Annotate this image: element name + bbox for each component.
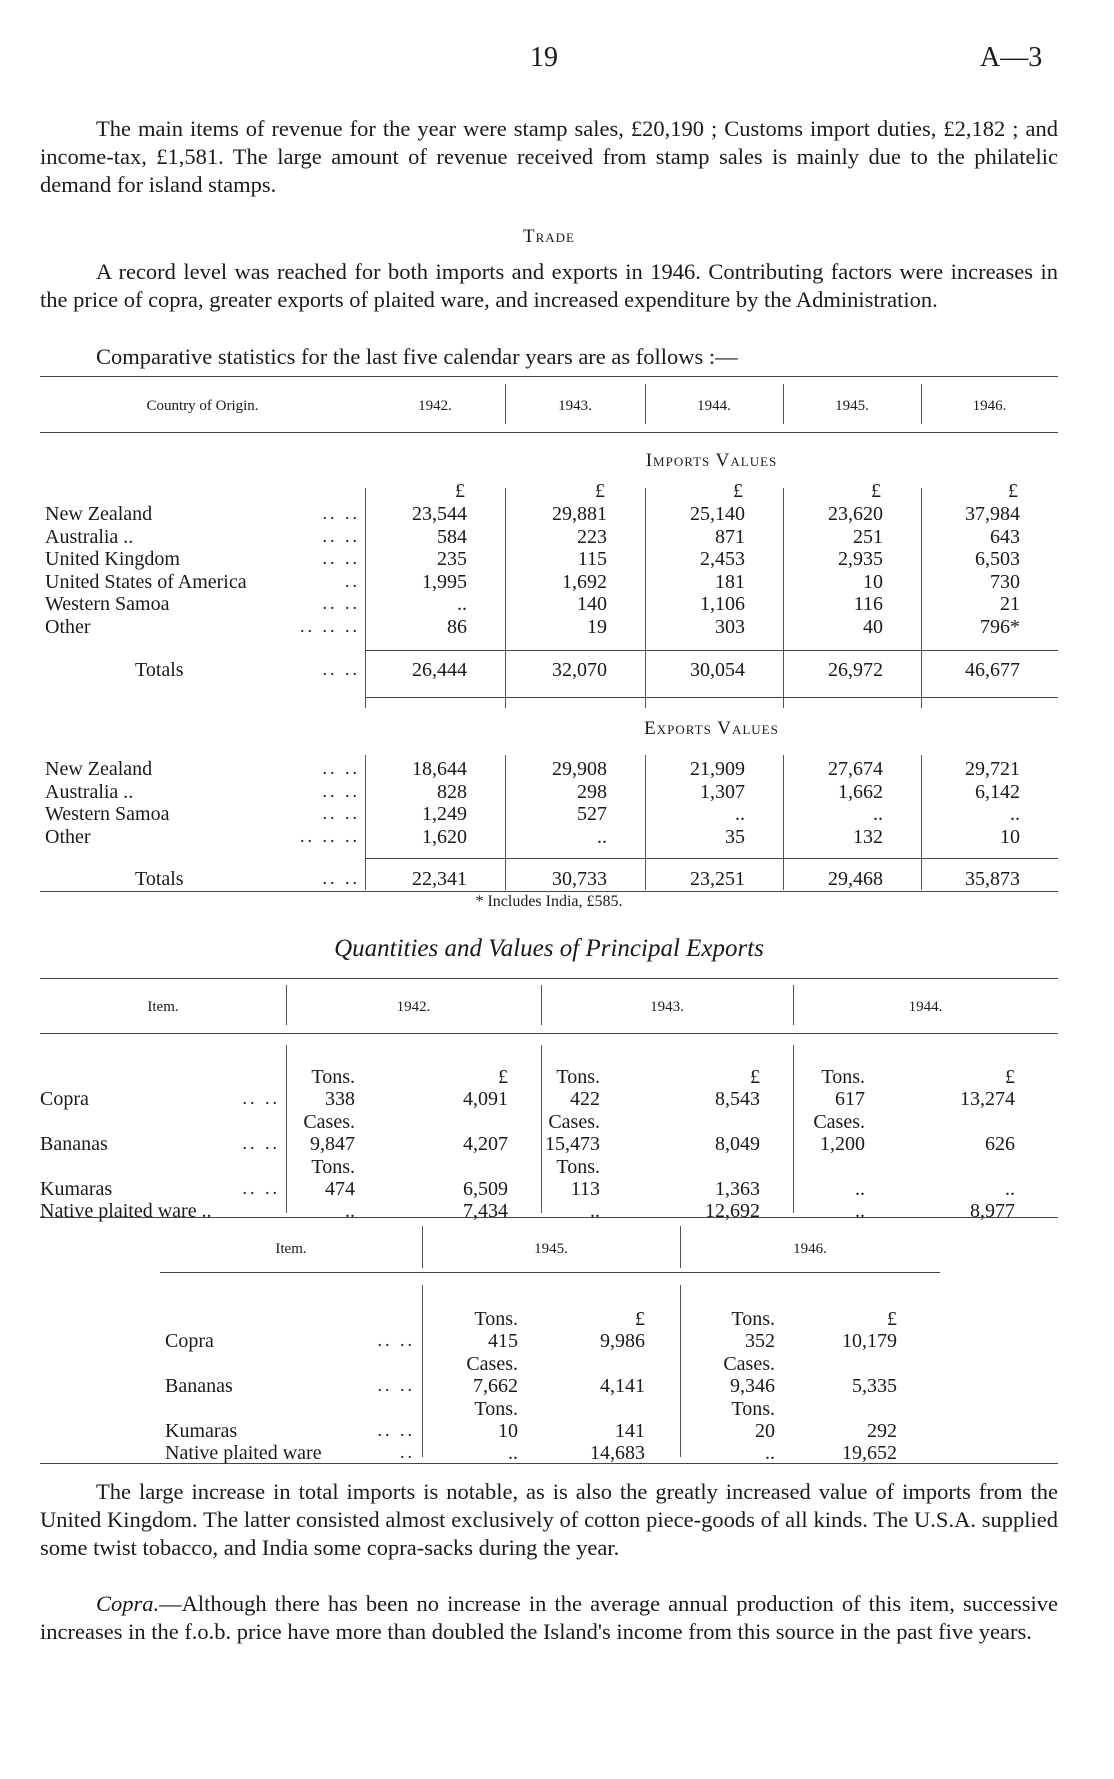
quantity-cell: 415 — [488, 1330, 518, 1352]
page-number: 19 — [530, 42, 558, 73]
table-cell: .. — [873, 803, 883, 825]
trade-heading: Trade — [523, 226, 575, 247]
row-label: Kumaras — [165, 1420, 238, 1442]
quantity-cell: .. — [855, 1200, 865, 1222]
unit-label-tons: Tons. — [474, 1398, 518, 1420]
total-cell: 46,677 — [965, 659, 1020, 681]
quantity-cell: .. — [508, 1442, 518, 1464]
copra-lead: Copra. — [96, 1591, 160, 1616]
total-rule — [365, 697, 1058, 698]
table-cell: 871 — [715, 525, 745, 548]
copra-text: —Although there has been no increase in the average annual production of this item, successive increases in the f.o.b. price have more than doubled the Island's income from this source in the past five years. — [40, 1591, 1058, 1644]
table-cell: 35 — [725, 825, 745, 848]
leader-dots: .. .. — [322, 659, 360, 679]
row-label: Bananas — [165, 1375, 233, 1397]
value-cell: 14,683 — [590, 1442, 645, 1464]
unit-label-cases: Cases. — [303, 1111, 355, 1133]
row-label: Copra — [40, 1088, 89, 1110]
table-cell: .. — [597, 825, 607, 848]
unit-label-tons: Tons. — [731, 1398, 775, 1420]
year-header-1945: 1945. — [534, 1241, 568, 1257]
row-label: Western Samoa — [45, 593, 170, 615]
table-rule — [40, 376, 1058, 377]
table-cell: 6,142 — [975, 780, 1020, 803]
value-cell: 8,049 — [715, 1133, 760, 1155]
column-divider — [541, 985, 542, 1025]
leader-dots: .. .. — [377, 1330, 415, 1350]
year-header-1946: 1946. — [972, 398, 1007, 414]
table-cell: 796* — [980, 615, 1020, 638]
row-label: New Zealand — [45, 503, 153, 525]
table-cell: 25,140 — [690, 503, 745, 525]
table-rule — [160, 1272, 940, 1273]
table-cell: 115 — [577, 548, 607, 570]
value-cell: 6,509 — [463, 1178, 508, 1200]
row-label: United States of America — [45, 570, 247, 593]
table-cell: 23,544 — [412, 503, 467, 525]
imports-values-title: Imports Values — [645, 450, 778, 471]
value-cell: 13,274 — [960, 1088, 1015, 1110]
row-label: Other — [45, 825, 91, 848]
row-label: United Kingdom — [45, 548, 180, 570]
leader-dots: .. .. — [377, 1420, 415, 1440]
table-cell: 223 — [577, 525, 607, 548]
quantity-cell: 20 — [755, 1420, 775, 1442]
leader-dots: .. .. — [322, 803, 360, 823]
leader-dots: .. .. — [322, 548, 360, 568]
column-divider — [505, 384, 506, 424]
row-label: Kumaras — [40, 1178, 113, 1200]
table-cell: 29,881 — [552, 503, 607, 525]
leader-dots: .. .. .. — [300, 615, 360, 636]
total-rule — [365, 650, 1058, 651]
unit-label-pound: £ — [498, 1066, 508, 1088]
total-cell: 23,251 — [690, 868, 745, 890]
year-header-1944: 1944. — [697, 398, 731, 414]
table-cell: 527 — [577, 803, 607, 825]
quantity-cell: .. — [855, 1178, 865, 1200]
table-cell: 251 — [853, 525, 883, 548]
total-cell: 26,444 — [412, 659, 467, 681]
year-header-1944: 1944. — [908, 999, 943, 1015]
table-cell: 730 — [990, 570, 1020, 593]
totals-label: Totals — [135, 868, 184, 890]
currency-symbol: £ — [595, 480, 605, 502]
copra-paragraph — [40, 1590, 1058, 1646]
table-cell: .. — [457, 593, 467, 615]
value-cell: .. — [1005, 1178, 1015, 1200]
value-cell: 9,986 — [600, 1330, 645, 1352]
row-label: Bananas — [40, 1133, 108, 1155]
table-rule — [40, 1033, 1058, 1034]
table-cell: 29,908 — [552, 758, 607, 780]
unit-label-tons: Tons. — [821, 1066, 865, 1088]
table-footnote: * Includes India, £585. — [475, 893, 623, 910]
quantity-cell: 9,346 — [730, 1375, 775, 1397]
quantity-cell: 338 — [325, 1088, 355, 1110]
table-cell: 140 — [577, 593, 607, 615]
quantity-cell: 352 — [745, 1330, 775, 1352]
page-code: A—3 — [980, 42, 1043, 73]
value-cell: 141 — [615, 1420, 645, 1442]
imports-commentary-paragraph: The large increase in total imports is notable, as is also the greatly increased value of imports from the United Kingdom. The latter consisted almost exclusively of cotton piece-goods of all kinds. The U.S.A. supplied some twist tobacco, and India some copra-sacks during the year. — [40, 1479, 1058, 1560]
table-rule — [40, 978, 1058, 979]
leader-dots: .. .. — [322, 593, 360, 613]
table-cell: 10 — [863, 570, 883, 593]
column-divider — [286, 985, 287, 1025]
year-header-1942: 1942. — [396, 999, 431, 1015]
table-cell: 1,692 — [562, 570, 607, 593]
quantity-cell: 113 — [570, 1178, 600, 1200]
value-cell: 8,977 — [970, 1200, 1015, 1222]
year-header-1946: 1946. — [793, 1241, 827, 1257]
leader-dots: .. .. — [322, 503, 360, 523]
quantity-cell: 474 — [325, 1178, 355, 1200]
table-cell: 37,984 — [965, 503, 1020, 525]
quantity-cell: .. — [345, 1200, 355, 1222]
column-divider — [793, 985, 794, 1025]
value-cell: 292 — [867, 1420, 897, 1442]
unit-label-tons: Tons. — [556, 1156, 600, 1178]
unit-label-pound: £ — [635, 1308, 645, 1330]
trade-intro-line: Comparative statistics for the last five calendar years are as follows :— — [96, 344, 738, 369]
quantity-cell: 9,847 — [310, 1133, 355, 1155]
quantity-cell: 422 — [570, 1088, 600, 1110]
table-cell: .. — [735, 803, 745, 825]
table-cell: 29,721 — [965, 758, 1020, 780]
value-cell: 10,179 — [842, 1330, 897, 1352]
value-cell: 19,652 — [842, 1442, 897, 1464]
unit-label-tons: Tons. — [556, 1066, 600, 1088]
leader-dots: .. .. — [322, 780, 360, 801]
table-cell: 643 — [990, 525, 1020, 548]
leader-dots: .. .. — [377, 1375, 415, 1395]
table-cell: 18,644 — [412, 758, 467, 780]
exports-values-title: Exports Values — [644, 718, 779, 739]
unit-label-cases: Cases. — [548, 1111, 600, 1133]
total-cell: 30,733 — [552, 868, 607, 890]
leader-dots: .. — [345, 570, 360, 591]
table-cell: 21,909 — [690, 758, 745, 780]
column-divider — [422, 1226, 423, 1268]
row-label: Western Samoa — [45, 803, 170, 825]
year-header-1943: 1943. — [558, 398, 592, 414]
unit-label-pound: £ — [1005, 1066, 1015, 1088]
table-cell: 1,620 — [422, 825, 467, 848]
quantity-cell: 15,473 — [545, 1133, 600, 1155]
unit-label-tons: Tons. — [474, 1308, 518, 1330]
value-cell: 7,434 — [463, 1200, 508, 1222]
table-rule — [40, 891, 1058, 892]
row-label: Copra — [165, 1330, 214, 1352]
table-rule — [40, 1463, 1058, 1464]
table-cell: 828 — [437, 780, 467, 803]
value-cell: 4,207 — [463, 1133, 508, 1155]
unit-label-pound: £ — [887, 1308, 897, 1330]
table-cell: 181 — [715, 570, 745, 593]
table-cell: .. — [1010, 803, 1020, 825]
table-cell: 40 — [863, 615, 883, 638]
table-cell: 1,662 — [838, 780, 883, 803]
currency-symbol: £ — [1008, 480, 1018, 502]
table-cell: 27,674 — [828, 758, 883, 780]
leader-dots: .. .. — [322, 525, 360, 546]
table-cell: 86 — [447, 615, 467, 638]
table-cell: 23,620 — [828, 503, 883, 525]
unit-label-tons: Tons. — [731, 1308, 775, 1330]
value-cell: 4,091 — [463, 1088, 508, 1110]
table-cell: 1,995 — [422, 570, 467, 593]
table-cell: 1,106 — [700, 593, 745, 615]
year-header-1942: 1942. — [418, 398, 452, 414]
column-divider — [783, 384, 784, 424]
country-of-origin-header: Country of Origin. — [146, 398, 259, 414]
leader-dots: .. — [400, 1442, 415, 1462]
quantity-cell: .. — [590, 1200, 600, 1222]
row-label: Native plaited ware .. — [40, 1200, 212, 1222]
table-rule — [40, 1217, 1058, 1218]
total-cell: 29,468 — [828, 868, 883, 890]
intro-paragraph: The main items of revenue for the year were stamp sales, £20,190 ; Customs import duties, £2,182 ; and income-tax, £1,581. The large amount of revenue received from stamp sales is mainly due to the philatelic demand for island stamps. — [40, 116, 1058, 197]
row-label: New Zealand — [45, 758, 153, 780]
total-cell: 22,341 — [412, 868, 467, 890]
quantity-cell: .. — [765, 1442, 775, 1464]
leader-dots: .. .. — [322, 758, 360, 778]
item-header: Item. — [275, 1241, 307, 1257]
table-cell: 235 — [437, 548, 467, 570]
leader-dots: .. .. — [322, 868, 360, 888]
principal-exports-title: Quantities and Values of Principal Exports — [334, 935, 764, 962]
quantity-cell: 7,662 — [473, 1375, 518, 1397]
unit-label-cases: Cases. — [813, 1111, 865, 1133]
currency-symbol: £ — [455, 480, 465, 502]
row-label: Other — [45, 615, 91, 638]
year-header-1943: 1943. — [650, 999, 684, 1015]
column-divider — [680, 1226, 681, 1268]
value-cell: 4,141 — [600, 1375, 645, 1397]
table-cell: 10 — [1000, 825, 1020, 848]
total-cell: 32,070 — [552, 659, 607, 681]
currency-symbol: £ — [871, 480, 881, 502]
unit-label-tons: Tons. — [311, 1156, 355, 1178]
total-cell: 26,972 — [828, 659, 883, 681]
table-cell: 303 — [715, 615, 745, 638]
table-cell: 116 — [853, 593, 883, 615]
leader-dots: .. .. .. — [300, 825, 360, 846]
table-cell: 2,453 — [700, 548, 745, 570]
unit-label-cases: Cases. — [466, 1353, 518, 1375]
quantity-cell: 1,200 — [820, 1133, 865, 1155]
value-cell: 5,335 — [852, 1375, 897, 1397]
table-cell: 2,935 — [838, 548, 883, 570]
column-divider — [921, 384, 922, 424]
total-cell: 30,054 — [690, 659, 745, 681]
row-label: Native plaited ware — [165, 1442, 322, 1464]
value-cell: 1,363 — [715, 1178, 760, 1200]
table-cell: 1,307 — [700, 780, 745, 803]
quantity-cell: 10 — [498, 1420, 518, 1442]
total-rule — [365, 858, 1058, 859]
year-header-1945: 1945. — [835, 398, 869, 414]
totals-label: Totals — [135, 659, 184, 681]
table-cell: 6,503 — [975, 548, 1020, 570]
total-cell: 35,873 — [965, 868, 1020, 890]
table-cell: 298 — [577, 780, 607, 803]
currency-symbol: £ — [733, 480, 743, 502]
item-header: Item. — [147, 999, 179, 1015]
column-divider — [645, 384, 646, 424]
table-cell: 132 — [853, 825, 883, 848]
trade-paragraph: A record level was reached for both imports and exports in 1946. Contributing factors were increases in the price of copra, greater exports of plaited ware, and increased expenditure by the Administration. — [40, 259, 1058, 312]
table-cell: 19 — [587, 615, 607, 638]
table-rule — [40, 432, 1058, 433]
table-cell: 584 — [437, 525, 467, 548]
quantity-cell: 617 — [835, 1088, 865, 1110]
table-cell: 21 — [1000, 593, 1020, 615]
unit-label-cases: Cases. — [723, 1353, 775, 1375]
row-label: Australia .. — [45, 525, 134, 548]
leader-dots: .. .. — [242, 1088, 280, 1108]
unit-label-pound: £ — [750, 1066, 760, 1088]
value-cell: 626 — [985, 1133, 1015, 1155]
leader-dots: .. .. — [242, 1133, 280, 1153]
row-label: Australia .. — [45, 780, 134, 803]
table-cell: 1,249 — [422, 803, 467, 825]
unit-label-tons: Tons. — [311, 1066, 355, 1088]
leader-dots: .. .. — [242, 1178, 280, 1198]
value-cell: 12,692 — [705, 1200, 760, 1222]
value-cell: 8,543 — [715, 1088, 760, 1110]
